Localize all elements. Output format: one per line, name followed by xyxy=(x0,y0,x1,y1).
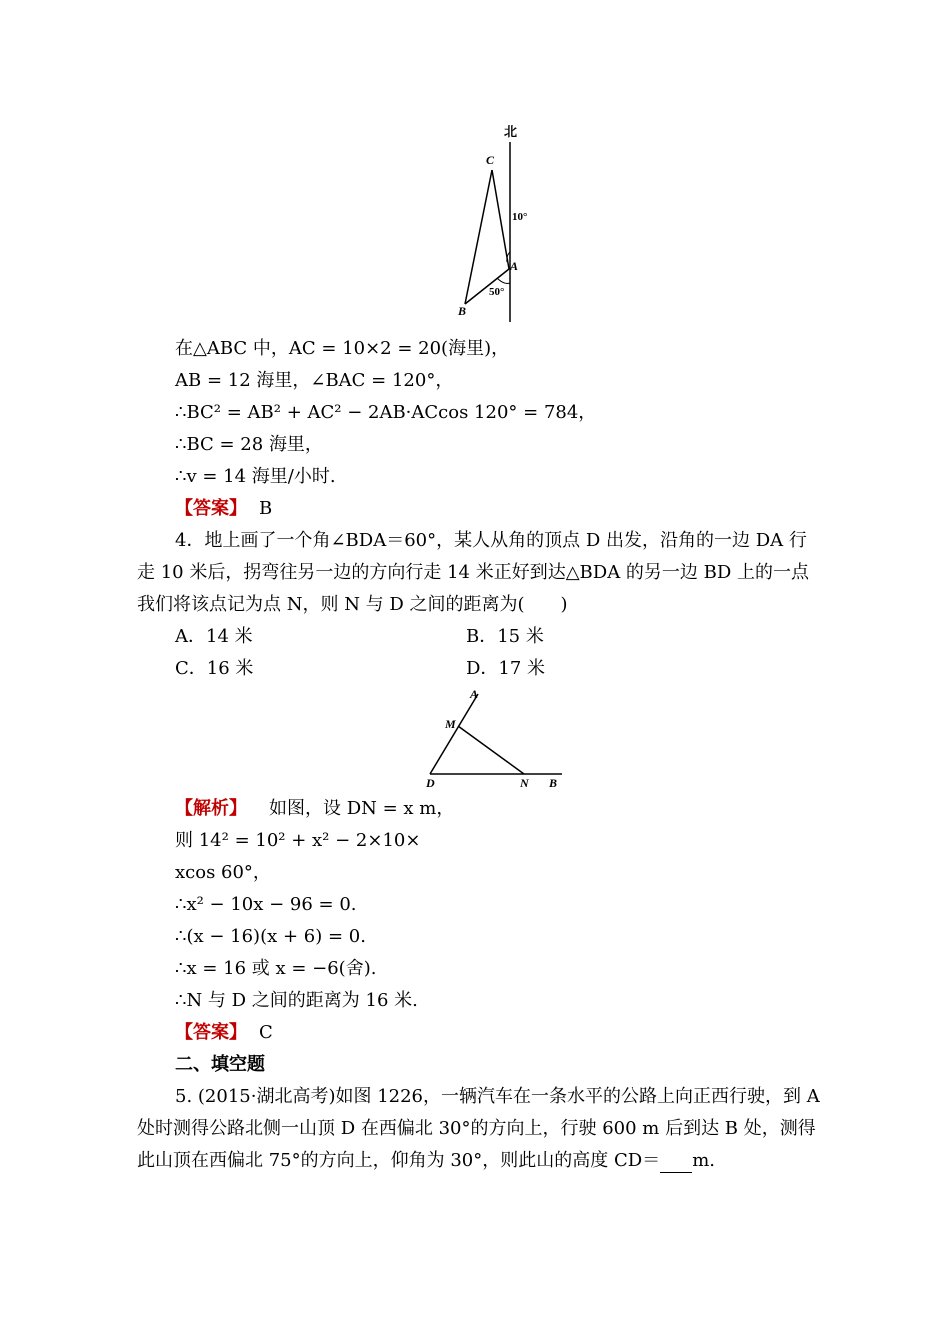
angle-bda-figure xyxy=(420,686,570,792)
solution3-line3: ∴BC² = AB² + AC² − 2AB·ACcos 120° = 784， xyxy=(175,402,597,423)
q5-line1: 5. (2015·湖北高考)如图 1226，一辆汽车在一条水平的公路上向正西行驶，到 A xyxy=(175,1086,820,1107)
answer4-row xyxy=(175,1021,273,1045)
answer3-row xyxy=(175,497,272,521)
q5-line3 xyxy=(137,1149,715,1173)
label-m: M xyxy=(445,717,456,731)
answer-value: C xyxy=(259,1022,273,1043)
solution3-line4: ∴BC = 28 海里， xyxy=(175,434,323,455)
angle-50-arc xyxy=(497,278,510,283)
label-c: C xyxy=(486,153,495,167)
label-north: 北 xyxy=(504,125,518,140)
angle-10-label: 10° xyxy=(512,211,528,223)
angle-50-label: 50° xyxy=(489,286,505,298)
section-title: 二、填空题 xyxy=(175,1054,265,1075)
solution3-line2: AB = 12 海里，∠BAC = 120°， xyxy=(175,370,454,391)
answer-tag: 【答案】 xyxy=(175,498,247,519)
label-b: B xyxy=(458,304,467,318)
ray-da xyxy=(430,694,478,774)
analysis-tag: 【解析】 xyxy=(175,798,247,819)
segment-cb xyxy=(465,170,492,304)
q5-line3-text: 此山顶在西偏北 75°的方向上，仰角为 30°，则此山的高度 CD＝ xyxy=(137,1150,661,1171)
answer-tag: 【答案】 xyxy=(175,1022,247,1043)
q4-option-b: B．15 米 xyxy=(466,626,544,647)
segment-mn xyxy=(458,726,524,774)
solution4-line2: 则 14² = 10² + x² − 2×10× xyxy=(175,830,421,851)
q4-line2: 走 10 米后，拐弯往另一边的方向行走 14 米正好到达△BDA 的另一边 BD 上的一点 xyxy=(137,562,810,583)
solution4-line5: ∴(x − 16)(x + 6) = 0. xyxy=(175,926,366,947)
solution3-line5: ∴v = 14 海里/小时. xyxy=(175,466,336,487)
answer-blank[interactable] xyxy=(660,1154,692,1173)
q5-line3-unit: m. xyxy=(692,1150,715,1171)
label-b: B xyxy=(549,776,558,790)
q4-option-c: C．16 米 xyxy=(175,658,254,679)
segment-ca xyxy=(492,170,509,269)
solution4-line7: ∴N 与 D 之间的距离为 16 米. xyxy=(175,990,418,1011)
label-a: A xyxy=(470,687,479,701)
q4-option-d: D．17 米 xyxy=(466,658,546,679)
solution4-analysis-row xyxy=(175,797,454,821)
solution4-line4: ∴x² − 10x − 96 = 0. xyxy=(175,894,357,915)
q4-line3: 我们将该点记为点 N，则 N 与 D 之间的距离为( ) xyxy=(137,594,568,615)
solution3-line1: 在△ABC 中，AC = 10×2 = 20(海里)， xyxy=(175,338,510,359)
solution4-line3: xcos 60°， xyxy=(175,862,271,883)
label-d: D xyxy=(426,776,435,790)
q5-line2: 处时测得公路北侧一山顶 D 在西偏北 30°的方向上，行驶 600 m 后到达 B 处，测得 xyxy=(137,1118,816,1139)
label-n: N xyxy=(520,776,529,790)
solution4-line1: 如图，设 DN = x m， xyxy=(269,798,455,819)
answer-value: B xyxy=(259,498,273,519)
label-a: A xyxy=(510,259,519,273)
ship-bearing-figure xyxy=(440,122,550,326)
solution4-line6: ∴x = 16 或 x = −6(舍). xyxy=(175,958,377,979)
q4-option-a: A．14 米 xyxy=(175,626,253,647)
q4-line1: 4．地上画了一个角∠BDA＝60°，某人从角的顶点 D 出发，沿角的一边 DA 行 xyxy=(175,530,807,551)
